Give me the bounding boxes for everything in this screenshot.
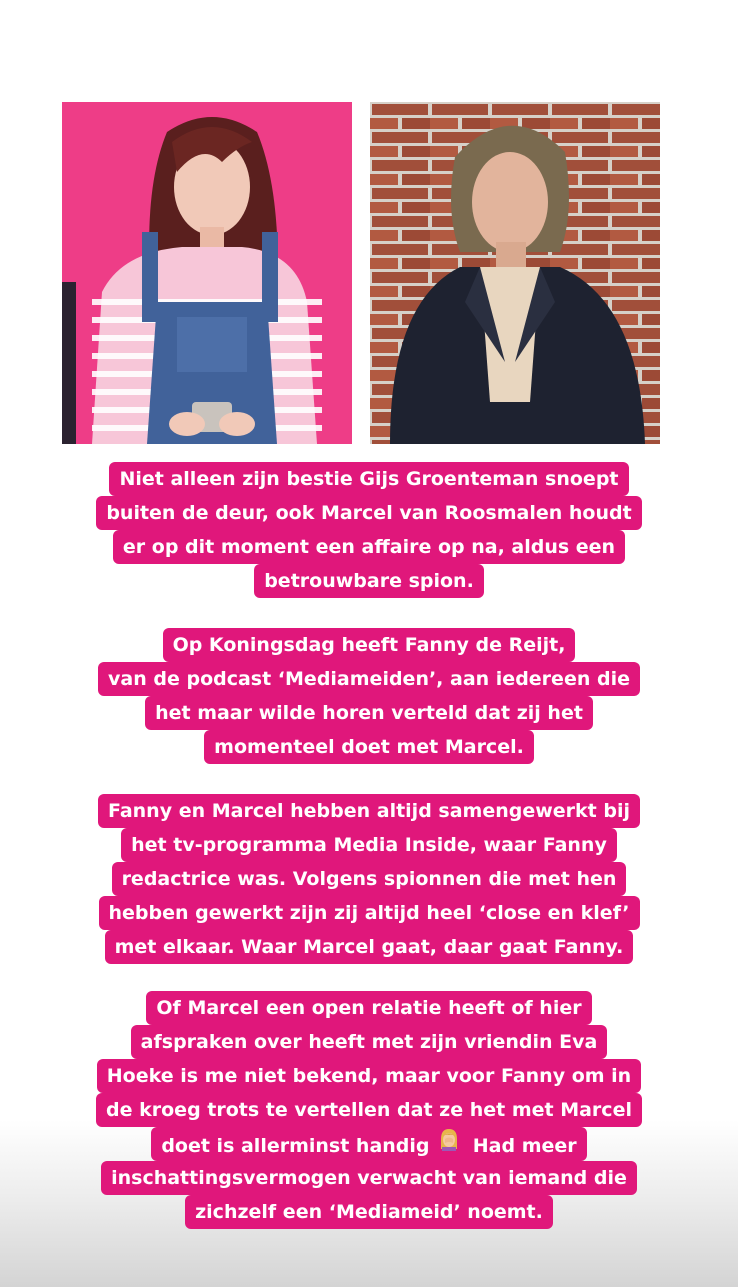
story-text-line: momenteel doet met Marcel.: [204, 730, 534, 764]
man-portrait-photo: [370, 102, 660, 444]
story-text-line: Fanny en Marcel hebben altijd samengewerkt bij: [98, 794, 640, 828]
story-text-line: er op dit moment een affaire op na, aldus een: [113, 530, 625, 564]
story-text-line: hebben gewerkt zijn zij altijd heel ‘close en klef’: [99, 896, 640, 930]
story-text-line: zichzelf een ‘Mediameid’ noemt.: [185, 1195, 553, 1229]
story-text-line: inschattingsvermogen verwacht van iemand die: [101, 1161, 637, 1195]
story-text-line: de kroeg trots te vertellen dat ze het met Marcel: [96, 1093, 642, 1127]
story-text-block-4: [0, 991, 738, 1229]
story-text-line: buiten de deur, ook Marcel van Roosmalen houdt: [96, 496, 641, 530]
woman-facepalming-emoji-icon: [438, 1127, 460, 1162]
story-text-line: Hoeke is me niet bekend, maar voor Fanny om in: [97, 1059, 641, 1093]
story-text-line: van de podcast ‘Mediameiden’, aan iedereen die: [98, 662, 640, 696]
story-text-line: redactrice was. Volgens spionnen die met hen: [112, 862, 627, 896]
story-text-line-with-emoji: [151, 1127, 586, 1161]
woman-portrait-photo: [62, 102, 352, 444]
story-text-block-1: [0, 462, 738, 598]
story-text-fragment: Had meer: [472, 1135, 577, 1157]
story-text-block-3: [0, 794, 738, 964]
story-text-line: Niet alleen zijn bestie Gijs Groenteman snoept: [109, 462, 628, 496]
story-text-line: met elkaar. Waar Marcel gaat, daar gaat Fanny.: [105, 930, 634, 964]
story-text-line: het maar wilde horen verteld dat zij het: [145, 696, 593, 730]
story-text-fragment: doet is allerminst handig: [161, 1135, 430, 1157]
story-text-line: Op Koningsdag heeft Fanny de Reijt,: [163, 628, 576, 662]
story-text-line: Of Marcel een open relatie heeft of hier: [146, 991, 591, 1025]
story-text-line: het tv-programma Media Inside, waar Fanny: [121, 828, 617, 862]
story-text-line: afspraken over heeft met zijn vriendin Eva: [131, 1025, 608, 1059]
story-text-block-2: [0, 628, 738, 764]
story-text-line: betrouwbare spion.: [254, 564, 484, 598]
